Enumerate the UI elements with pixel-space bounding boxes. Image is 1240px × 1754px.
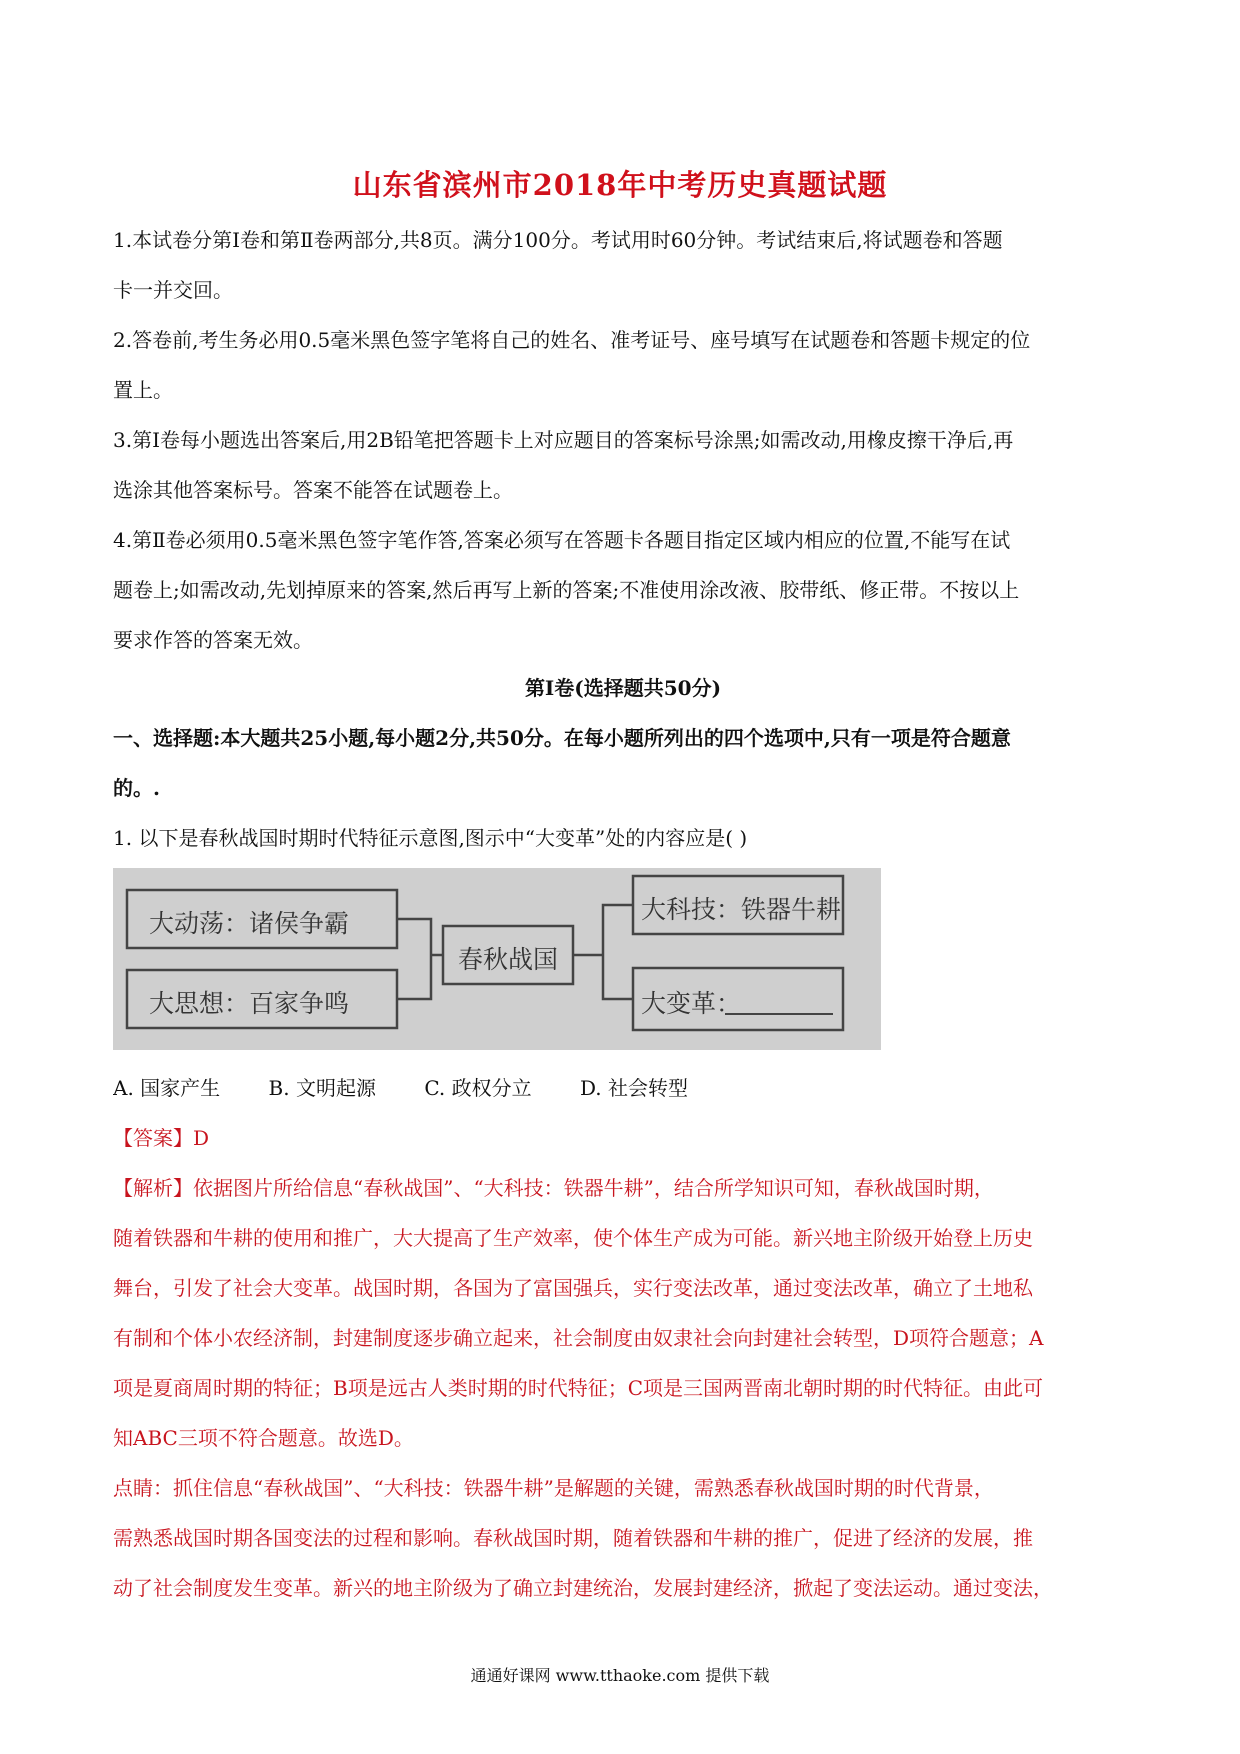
- instruction-line: 置上。: [113, 378, 173, 402]
- analysis-line: 点睛：抓住信息“春秋战国”、“大科技：铁器牛耕”是解题的关键，需熟悉春秋战国时期的时代背景，: [113, 1476, 994, 1500]
- analysis-line: 【解析】依据图片所给信息“春秋战国”、“大科技：铁器牛耕”，结合所学知识可知，春秋战国时期，: [113, 1176, 994, 1200]
- instruction-line: 3.第Ⅰ卷每小题选出答案后,用2B铅笔把答题卡上对应题目的答案标号涂黑;如需改动,用橡皮擦干净后,再: [113, 428, 1014, 452]
- instruction-line: 题卷上;如需改动,先划掉原来的答案,然后再写上新的答案;不准使用涂改液、胶带纸、修正带。不按以上: [113, 578, 1020, 602]
- option-b: B. 文明起源: [268, 1076, 376, 1100]
- analysis-line: 随着铁器和牛耕的使用和推广，大大提高了生产效率，使个体生产成为可能。新兴地主阶级开始登上历史: [113, 1226, 1033, 1250]
- instruction-line: 要求作答的答案无效。: [113, 628, 313, 652]
- option-d: D. 社会转型: [579, 1076, 689, 1100]
- instruction-line: 1.本试卷分第Ⅰ卷和第Ⅱ卷两部分,共8页。满分100分。考试用时60分钟。考试结束后,将试题卷和答题: [113, 228, 1003, 252]
- question-stem: 1. 以下是春秋战国时期时代特征示意图,图示中“大变革”处的内容应是( ): [113, 826, 748, 850]
- era-diagram-figure: [113, 868, 881, 1050]
- answer-options: [113, 1075, 1133, 1101]
- analysis-line: 需熟悉战国时期各国变法的过程和影响。春秋战国时期，随着铁器和牛耕的推广，促进了经济的发展，推: [113, 1526, 1033, 1550]
- analysis-line: 有制和个体小农经济制，封建制度逐步确立起来，社会制度由奴隶社会向封建社会转型，D项符合题意；A: [113, 1326, 1044, 1350]
- instruction-line: 4.第Ⅱ卷必须用0.5毫米黑色签字笔作答,答案必须写在答题卡各题目指定区域内相应的位置,不能写在试: [113, 528, 1011, 552]
- page-title: 山东省滨州市2018年中考历史真题试题: [352, 168, 888, 202]
- option-c: C. 政权分立: [424, 1076, 532, 1100]
- analysis-line: 动了社会制度发生变革。新兴的地主阶级为了确立封建统治，发展封建经济，掀起了变法运动。通过变法，: [113, 1576, 1053, 1600]
- instruction-line: 2.答卷前,考生务必用0.5毫米黑色签字笔将自己的姓名、准考证号、座号填写在试题卷和答题卡规定的位: [113, 328, 1031, 352]
- diagram-label-left-bottom: 大思想：百家争鸣: [149, 989, 350, 1018]
- analysis-line: 舞台，引发了社会大变革。战国时期，各国为了富国强兵，实行变法改革，通过变法改革，确立了土地私: [113, 1276, 1033, 1300]
- instruction-line: 选涂其他答案标号。答案不能答在试题卷上。: [113, 478, 513, 502]
- page-footer: 通通好课网 www.tthaoke.com 提供下载: [470, 1666, 770, 1685]
- part-heading-line: 一、选择题:本大题共25小题,每小题2分,共50分。在每小题所列出的四个选项中,只有一项是符合题意: [113, 726, 1011, 750]
- answer-line: 【答案】D: [113, 1126, 210, 1150]
- diagram-label-center: 春秋战国: [458, 945, 559, 974]
- diagram-label-right-bottom: 大变革：: [641, 989, 742, 1018]
- instruction-line: 卡一并交回。: [113, 278, 233, 302]
- section-title: 第Ⅰ卷(选择题共50分): [524, 676, 722, 700]
- option-a: A. 国家产生: [113, 1076, 221, 1100]
- diagram-label-left-top: 大动荡：诸侯争霸: [149, 909, 350, 938]
- part-heading-line: 的。.: [113, 776, 160, 800]
- analysis-line: 知ABC三项不符合题意。故选D。: [113, 1426, 414, 1450]
- analysis-line: 项是夏商周时期的特征；B项是远古人类时期的时代特征；C项是三国两晋南北朝时期的时代特征。由此可: [113, 1376, 1043, 1400]
- diagram-label-right-top: 大科技：铁器牛耕: [641, 895, 842, 924]
